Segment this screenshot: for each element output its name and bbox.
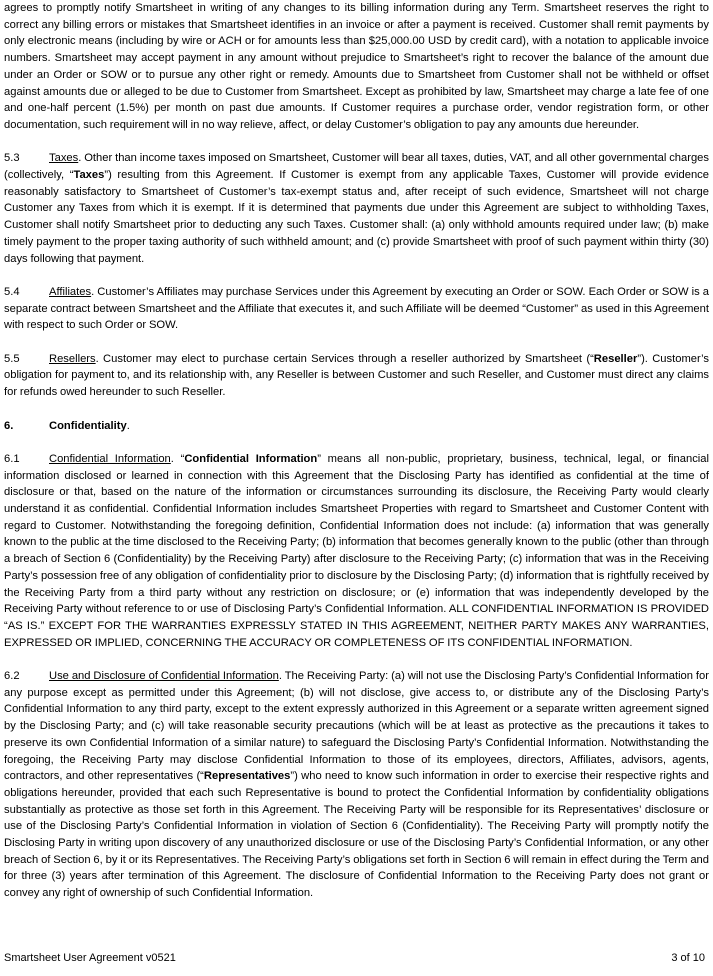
- section-heading: Taxes: [49, 152, 79, 165]
- section-heading: Affiliates: [49, 285, 92, 298]
- section-number: 6.1: [4, 452, 20, 465]
- section-number: 5.4: [4, 285, 20, 298]
- defined-term: Representatives: [203, 770, 291, 783]
- paragraph-billing-continued: [4, 0, 709, 134]
- section-heading: Confidentiality: [49, 419, 127, 432]
- footer-document-title: Smartsheet User Agreement v0521: [4, 952, 176, 964]
- section-6-2-use-and-disclosure: [4, 668, 709, 902]
- paragraph-text: . Customer’s Affiliates may purchase Services under this Agreement by executing an Order or SOW. Each Order or SOW is a separate contract between Smartsheet and the Affiliate that executes it, and such Affiliate will be deemed “Customer” as used in this Agreement with respect to such Order or SOW.: [4, 285, 709, 332]
- section-heading: Use and Disclosure of Confidential Information: [49, 670, 279, 683]
- paragraph-text: ”) resulting from this Agreement. If Customer is exempt from any applicable Taxes, Customer will provide evidence reasonably satisfactory to Smartsheet of Customer’s tax-exempt status and, after receipt of such evidence, Smartsheet will not charge Customer any Taxes from which it is exempt. If it is determined that payments due under this Agreement are subject to withholding Taxes, Customer shall notify Smartsheet prior to deducting any such Taxes. Customer shall: (a) only withhold amounts required under law; (b) make timely payment to the proper taxing authority of such withheld amount; and (c) provide Smartsheet with proof of such payment within thirty (30) days following that payment.: [4, 169, 709, 265]
- paragraph-text: . Other than income taxes imposed on Smartsheet, Customer will bear all taxes, duties, VAT, and all other governmental charges (collectively, “: [4, 152, 709, 182]
- defined-term: Confidential Information: [184, 452, 318, 465]
- section-5-3-taxes: [4, 150, 709, 267]
- heading-suffix: .: [126, 419, 130, 432]
- paragraph-text: ”). Customer’s obligation for payment to, and its relationship with, any Reseller is between Customer and such Reseller, and Customer must direct any claims for refunds owed hereunder to such Reseller.: [4, 352, 710, 399]
- paragraph-text: . “: [170, 452, 185, 465]
- document-page: [4, 0, 709, 919]
- section-5-5-resellers: [4, 351, 709, 401]
- section-6-confidentiality: [4, 418, 709, 435]
- section-6-1-confidential-information: [4, 451, 709, 651]
- section-heading: Resellers: [49, 352, 96, 365]
- defined-term: Reseller: [593, 352, 638, 365]
- section-number: 5.5: [4, 352, 20, 365]
- paragraph-text: ” means all non-public, proprietary, business, technical, legal, or financial information disclosed or learned in connection with this Agreement that the Disclosing Party has identified as confidential at the time of disclosure or that, based on the nature of the information or circumstances surrounding its disclosure, the Receiving Party would clearly understand it as confidential. Confidential Information includes Smartsheet Properties with regard to Smartsheet and Customer Content with regard to Customer. Notwithstanding the foregoing definition, Confidential Information does not include: (a) information that was generally known to the public at the time disclosed to the Receiving Party; (b) information that becomes generally known to the public (other than through a breach of Section 6 (Confidentiality) by the Receiving Party) after disclosure to the Receiving Party; (c) information that was in the Receiving Party’s possession free of any obligation of confidentiality prior to disclosure by the Disclosing Party; (d) information that is rightfully received by the Receiving Party from a third party without any restriction on disclosure; or (e) information that was independently developed by the Receiving Party without reference to or use of Disclosing Party’s Confidential Information. ALL CONFIDENTIAL INFORMATION IS PROVIDED “AS IS.” EXCEPT FOR THE WARRANTIES EXPRESSLY STATED IN THIS AGREEMENT, NEITHER PARTY MAKES ANY WARRANTIES, EXPRESSED OR IMPLIED, CONCERNING THE ACCURACY OR COMPLETENESS OF ITS CONFIDENTIAL INFORMATION.: [4, 452, 709, 649]
- section-number: 6.: [4, 419, 14, 432]
- footer-page-number: 3 of 10: [671, 952, 705, 964]
- paragraph-text: agrees to promptly notify Smartsheet in writing of any changes to its billing information during any Term. Smartsheet reserves the right to correct any billing errors or mistakes that Smartsheet identifies in an invoice or after a payment is received. Customer shall remit payments by only electronic means (including by wire or ACH or for amounts less than $25,000.00 USD by credit card), with a notation to applicable invoice numbers. Smartsheet may accept payment in any amount without prejudice to Smartsheet’s right to recover the balance of the amount due under an Order or SOW or to pursue any other right or remedy. Amounts due to Smartsheet from Customer shall not be withheld or offset against amounts due or alleged to be due to Customer from Smartsheet. Except as prohibited by law, Smartsheet may charge a late fee of one and one-half percent (1.5%) per month on past due amounts. If Customer requires a purchase order, vendor registration form, or other documentation, such requirement will in no way relieve, affect, or delay Customer’s obligation to pay any amounts due hereunder.: [4, 2, 709, 131]
- section-number: 5.3: [4, 152, 20, 165]
- section-heading: Confidential Information: [49, 452, 171, 465]
- section-5-4-affiliates: [4, 284, 709, 334]
- paragraph-text: . Customer may elect to purchase certain Services through a reseller authorized by Smartsheet (“: [95, 352, 594, 365]
- paragraph-text: . The Receiving Party: (a) will not use the Disclosing Party’s Confidential Information for any purpose except as permitted under this Agreement; (b) will not disclose, give access to, or distribute any of the Disclosing Party’s Confidential Information to any third party, except to the extent expressly authorized in this Agreement or a separate written agreement signed by the Disclosing Party; and (c) will take reasonable security precautions (which will be at least as protective as the precautions it takes to preserve its own Confidential Information of a similar nature) to safeguard the Disclosing Party’s Confidential Information. Notwithstanding the foregoing, the Receiving Party may disclose Confidential Information to those of its employees, directors, Affiliates, advisors, agents, contractors, and other representatives (“: [4, 670, 709, 783]
- paragraph-text: ”) who need to know such information in order to exercise their respective rights and obligations hereunder, provided that each such Representative is bound to protect the Confidential Information by confidentiality obligations substantially as protective as those set forth in this Agreement. The Receiving Party will be responsible for its Representatives’ disclosure or use of the Disclosing Party’s Confidential Information in violation of Section 6 (Confidentiality). The Receiving Party will promptly notify the Disclosing Party in writing upon discovery of any unauthorized disclosure or use of the Disclosing Party’s Confidential Information, or any other breach of Section 6, by it or its Representatives. The Receiving Party’s obligations set forth in Section 6 will remain in effect during the Term and for three (3) years after termination of this Agreement. The disclosure of Confidential Information to the Receiving Party does not grant or convey any right of ownership of such Confidential Information.: [4, 770, 709, 900]
- section-number: 6.2: [4, 670, 20, 683]
- defined-term: Taxes: [73, 169, 105, 182]
